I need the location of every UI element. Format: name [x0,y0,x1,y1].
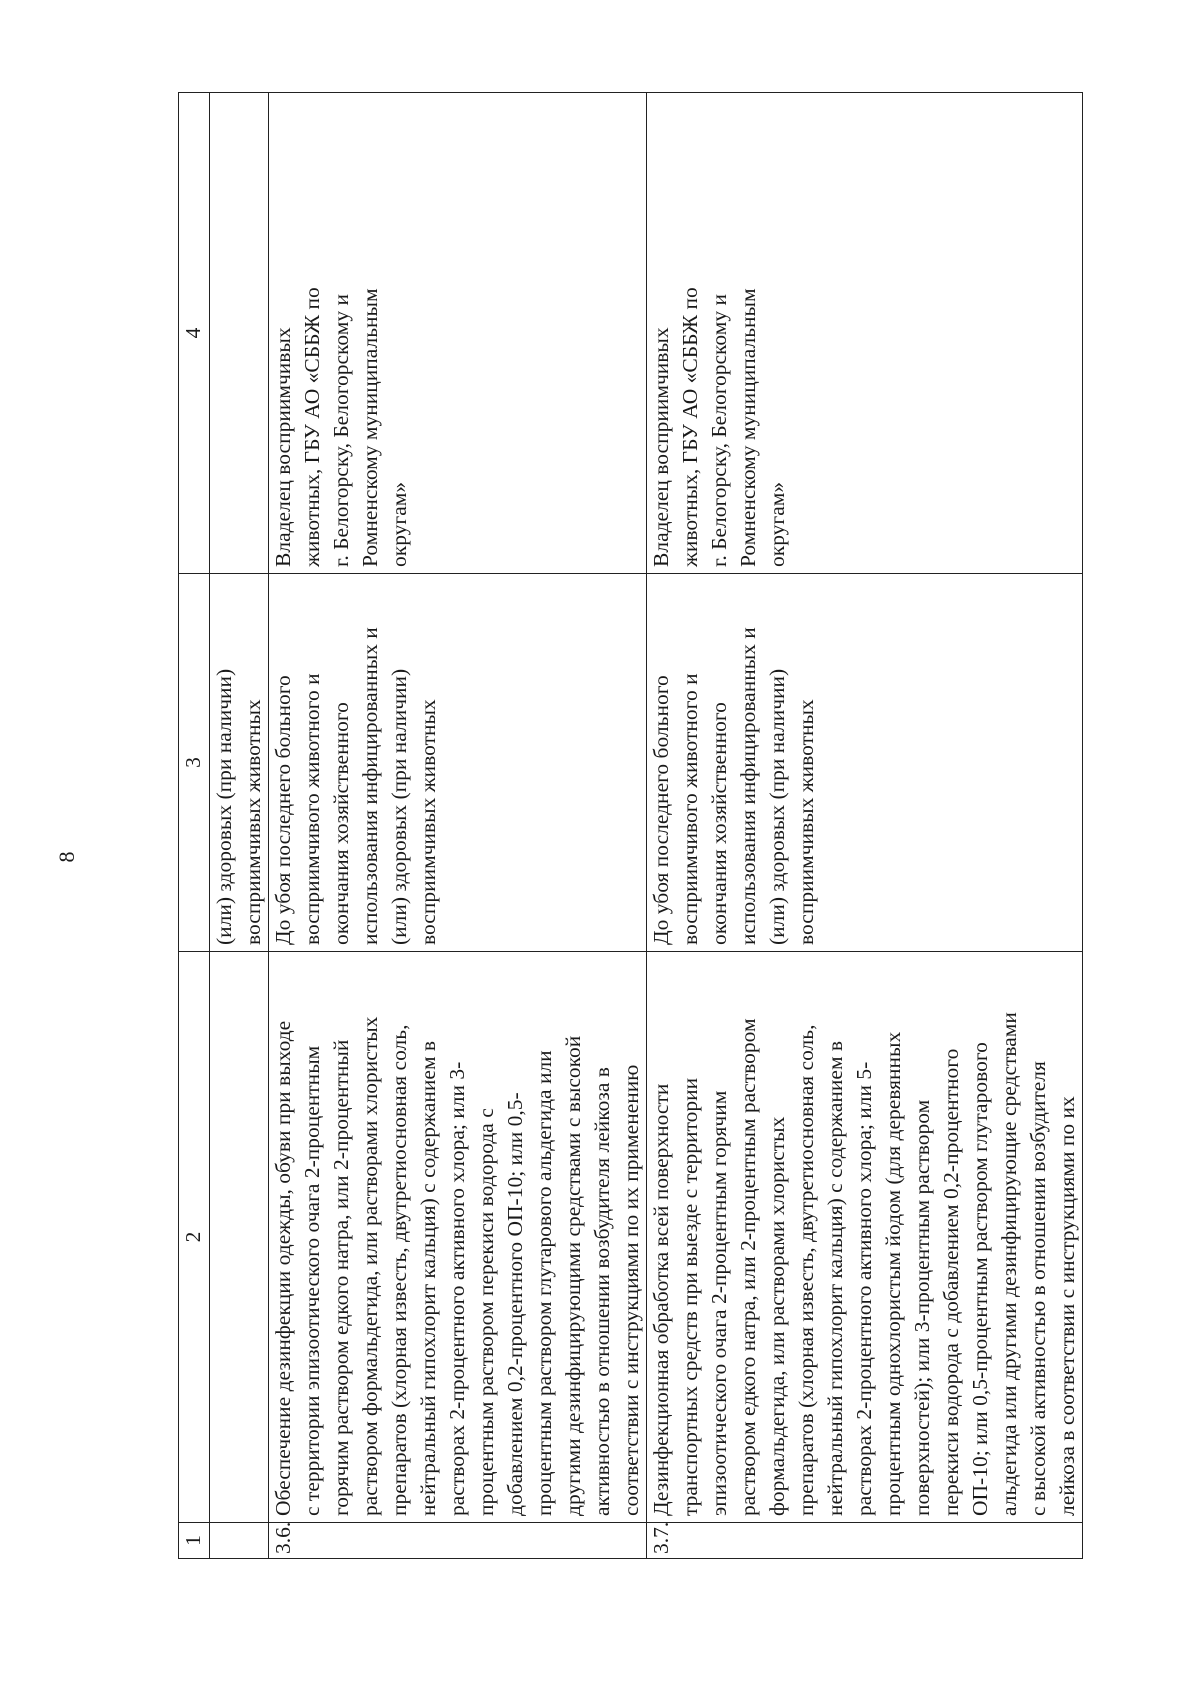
cell-responsible [210,93,269,574]
cell-measure [210,952,269,1523]
header-col-1: 1 [179,1523,210,1559]
table-row [647,93,1083,1559]
header-col-2: 2 [179,952,210,1523]
cell-deadline: До убоя последнего больного восприимчивого животного и окончания хозяйственного использования инфицированных и (или) здоровых (при наличии) восприимчивых животных [269,574,647,952]
rotated-page-content [178,92,1178,1559]
header-col-3: 3 [179,574,210,952]
header-row [179,93,210,1559]
cell-responsible: Владелец восприимчивых животных, ГБУ АО «СББЖ по г. Белогорску, Белогорскому и Ромненскому муниципальным округам» [269,93,647,574]
cell-num: 3.6. [269,1523,647,1559]
table-row-continuation [210,93,269,1559]
cell-responsible: Владелец восприимчивых животных, ГБУ АО «СББЖ по г. Белогорску, Белогорскому и Ромненскому муниципальным округам» [647,93,1083,574]
page-number: 8 [54,851,79,863]
cell-deadline: (или) здоровых (при наличии) восприимчивых животных [210,574,269,952]
cell-num: 3.7. [647,1523,1083,1559]
cell-measure: Обеспечение дезинфекции одежды, обуви при выходе с территории эпизоотического очага 2-процентным горячим раствором едкого натра, или 2-процентный раствором формальдегида, или растворами хлористых препаратов (хлорная известь, двутретиосновная соль, нейтральный гипохлорит кальция) с содержанием в растворах 2-процентного активного хлора; или 3- процентным раствором перекиси водорода с добавлением 0,2-процентного ОП-10; или 0,5- процентным раствором глутарового альдегида или другими дезинфицирующими средствами с высокой активностью в отношении возбудителя лейкоза в соответствии с инструкциями по их применению [269,952,647,1523]
header-col-4: 4 [179,93,210,574]
cell-measure: Дезинфекционная обработка всей поверхности транспортных средств при выезде с территории эпизоотического очага 2-процентным горячим раствором едкого натра, или 2-процентным раствором формальдегида, или растворами хлористых препаратов (хлорная известь, двутретиосновная соль, нейтральный гипохлорит кальция) с содержанием в растворах 2-процентного активного хлора; или 5- процентным однохлористым йодом (для деревянных поверхностей); или 3-процентным раствором перекиси водорода с добавлением 0,2-процентного ОП-10; или 0,5-процентным раствором глутарового альдегида или другими дезинфицирующие средствами с высокой активностью в отношении возбудителя лейкоза в соответствии с инструкциями по их [647,952,1083,1523]
action-plan-table [178,92,1083,1559]
table-container [178,92,1178,1559]
cell-num [210,1523,269,1559]
table-row [269,93,647,1559]
cell-deadline: До убоя последнего больного восприимчивого животного и окончания хозяйственного использования инфицированных и (или) здоровых (при наличии) восприимчивых животных [647,574,1083,952]
